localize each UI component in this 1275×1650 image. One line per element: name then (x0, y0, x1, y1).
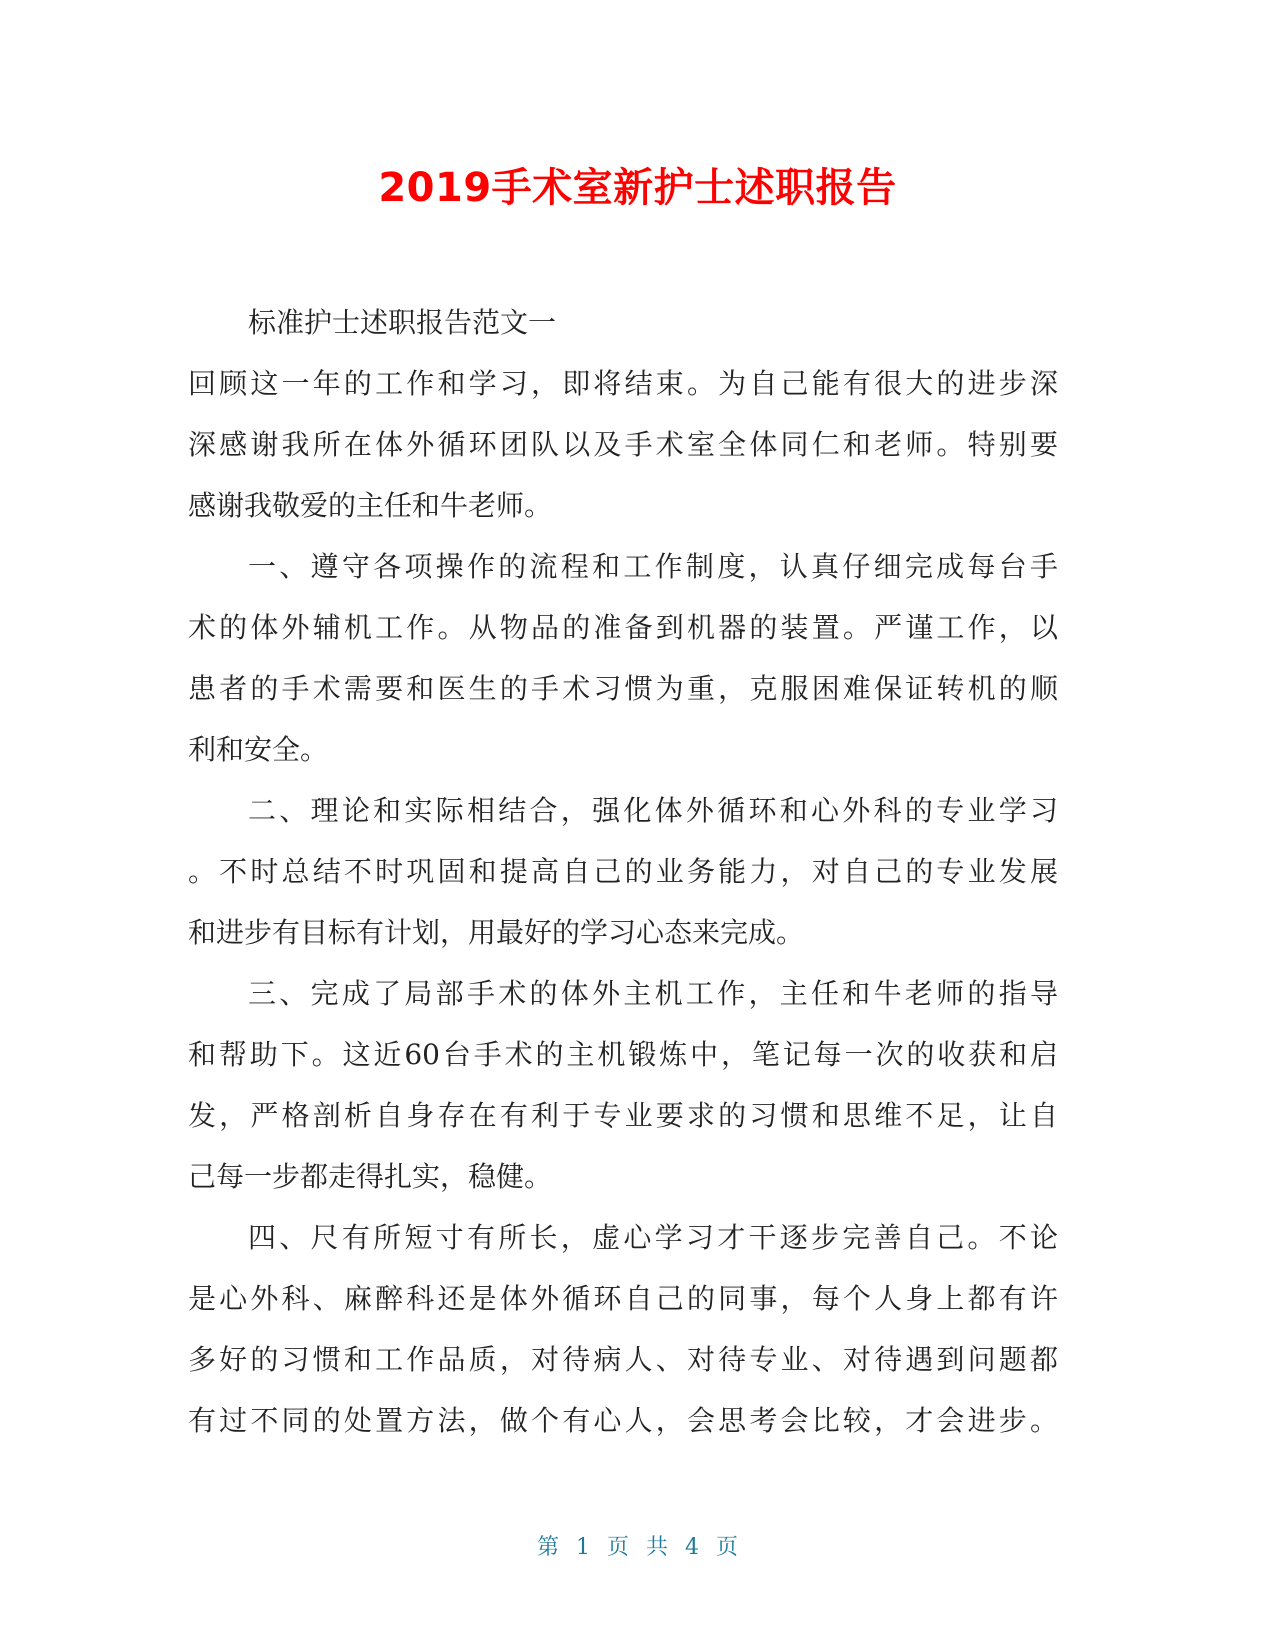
paragraph-line: 深感谢我所在体外循环团队以及手术室全体同仁和老师。特别要 (188, 428, 1058, 461)
paragraph-line: 术的体外辅机工作。从物品的准备到机器的装置。严谨工作，以 (188, 611, 1058, 644)
page-number-footer: 第 1 页 共 4 页 (537, 1535, 738, 1560)
paragraph (188, 963, 1058, 1207)
paragraph-line: 四、尺有所短寸有所长，虚心学习才干逐步完善自己。不论 (248, 1221, 1058, 1254)
document-title: 2019手术室新护士述职报告 (378, 165, 897, 211)
paragraph-line: 利和安全。 (188, 733, 329, 766)
paragraph-line: 回顾这一年的工作和学习，即将结束。为自己能有很大的进步深 (188, 367, 1058, 400)
document-body (188, 292, 1058, 1451)
paragraph (188, 780, 1058, 963)
paragraph-line: 三、完成了局部手术的体外主机工作，主任和牛老师的指导 (248, 977, 1058, 1010)
paragraph-line: 和帮助下。这近60台手术的主机锻炼中，笔记每一次的收获和启 (188, 1038, 1058, 1071)
paragraph-line: 多好的习惯和工作品质，对待病人、对待专业、对待遇到问题都 (188, 1343, 1058, 1376)
document-subheading: 标准护士述职报告范文一 (248, 306, 557, 339)
paragraph-line: 己每一步都走得扎实，稳健。 (188, 1160, 553, 1193)
paragraph (188, 536, 1058, 780)
paragraph-line: 感谢我敬爱的主任和牛老师。 (188, 489, 553, 522)
paragraph-line: 发，严格剖析自身存在有利于专业要求的习惯和思维不足，让自 (188, 1099, 1058, 1132)
paragraph-line: 患者的手术需要和医生的手术习惯为重，克服困难保证转机的顺 (188, 672, 1058, 705)
paragraph-line: 和进步有目标有计划，用最好的学习心态来完成。 (188, 916, 805, 949)
paragraph-line: 。不时总结不时巩固和提高自己的业务能力，对自己的专业发展 (188, 855, 1058, 888)
paragraph-line: 二、理论和实际相结合，强化体外循环和心外科的专业学习 (248, 794, 1058, 827)
paragraph-line: 一、遵守各项操作的流程和工作制度，认真仔细完成每台手 (248, 550, 1058, 583)
paragraph (188, 353, 1058, 536)
paragraph (188, 1207, 1058, 1451)
paragraph-line: 有过不同的处置方法，做个有心人，会思考会比较，才会进步。 (188, 1404, 1058, 1437)
paragraph-line: 是心外科、麻醉科还是体外循环自己的同事，每个人身上都有许 (188, 1282, 1058, 1315)
